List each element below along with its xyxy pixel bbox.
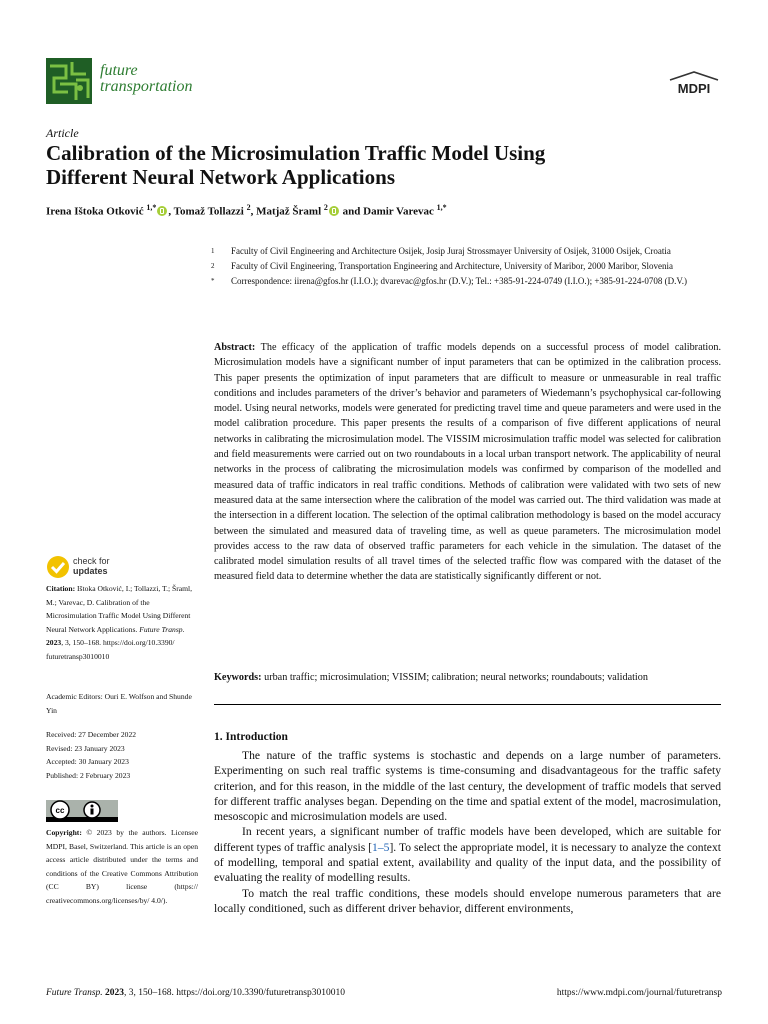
check-icon [46, 555, 70, 579]
affiliation-num: 1 [211, 247, 215, 255]
date-published: Published: 2 February 2023 [46, 770, 131, 780]
article-title [46, 141, 726, 189]
footer-year: 2023 [102, 988, 125, 998]
check-for-updates-badge[interactable] [46, 555, 196, 579]
footer-doi[interactable]: , 3, 150–168. https://doi.org/10.3390/futuretransp3010010 [124, 988, 346, 998]
affiliation-text: Faculty of Civil Engineering and Architecture Osijek, Josip Juraj Strossmayer University of Osijek, 31000 Osijek, Croatia [231, 246, 671, 256]
journal-name-line1: future [100, 62, 138, 79]
paragraph-text: ]. To select the appropriate model, it is necessary to analyze the context of modelling, temporal and spatial extent, availability and quality of the input data, and the possibility of evaluating the reality of modelling results. [214, 840, 721, 885]
orcid-icon[interactable] [157, 206, 167, 216]
affiliation-text: Faculty of Civil Engineering, Transportation Engineering and Architecture, University of Maribor, 2000 Maribor, Slovenia [231, 261, 673, 271]
journal-name-line2: transportation [100, 78, 193, 95]
check-label-line1: check for [73, 556, 110, 566]
publisher-name: MDPI [677, 81, 711, 96]
article-type: Article [46, 126, 79, 140]
copyright-block [46, 826, 198, 907]
citation-year: 2023 [46, 638, 62, 647]
citation-block [46, 582, 198, 663]
paragraph [214, 824, 721, 885]
author-1[interactable]: Irena Ištoka Otković [46, 205, 144, 218]
keywords-text: urban traffic; microsimulation; VISSIM; calibration; neural networks; roundabouts; validation [261, 672, 648, 683]
section-heading: 1. Introduction [214, 731, 288, 743]
reference-link[interactable]: 1–5 [372, 840, 390, 854]
paragraph: The nature of the traffic systems is stochastic and depends on a large number of parameters. Experimenting on such real traffic systems is time-consuming and disadvantageous for the traffic safety criterion, and for this reason, in the middle of the last century, the development of traffic models that served for different traffic analyses began. Depending on the time and spatial extent of the model, macrosimulation, mesoscopic and microsimulation models are used. [214, 749, 721, 824]
section-divider [214, 704, 721, 705]
footer-citation [46, 988, 345, 998]
citation-label: Citation: [46, 584, 76, 593]
publisher-logo [666, 70, 722, 103]
check-label [73, 556, 110, 576]
keywords [214, 670, 721, 685]
title-line1: Calibration of the Microsimulation Traffic Model Using [46, 141, 546, 165]
dates-block [46, 728, 198, 782]
date-revised: Revised: 23 January 2023 [46, 743, 125, 753]
affiliations [211, 245, 731, 290]
cc-by-license-icon[interactable] [46, 800, 118, 822]
paragraph: To match the real traffic conditions, these models should envelope numerous parameters that are locally conditioned, such as different driver behavior, different environments, [214, 886, 721, 915]
svg-text:cc: cc [55, 806, 65, 815]
author-3[interactable]: , Matjaž Šraml [250, 205, 322, 218]
citation-tail[interactable]: , 3, 150–168. https://doi.org/10.3390/ futuretransp3010010 [46, 638, 175, 661]
keywords-label: Keywords: [214, 672, 262, 683]
copyright-text: © 2023 by the authors. Licensee MDPI, Basel, Switzerland. This article is an open access article distributed under the terms and conditions of the Creative Commons Attribution (CC BY) license (https:// creativecommons.org/licenses/by/ 4.0/). [46, 828, 198, 905]
abstract-text: The efficacy of the application of traffic models depends on a successful process of model calibration. Microsimulation models have a significant number of input parameters that can be optimized in the calibration process. This paper presents the optimization of input parameters that are difficult to measure or unmeasurable in real traffic conditions and includes parameters of the driver’s behavior and parameters of Wiedemann’s psychophysical car-following model. Using neural networks, models were generated for predicting travel time and queue parameters and were used in the model calibration procedure. This paper presents the results of a comparison of five different applications of neural networks in calibrating the microsimulation model. The VISSIM microsimulation traffic model was selected for calibration and field measurements were carried out on two roundabouts in a local urban transport network. The applicability of neural networks in the process of calibrating the microsimulation models was confirmed by comparison of the modelled and measured data of traffic indicators in real traffic conditions. Methods of calibration were validated with two sets of new measured data at the same intersection where the calibration of the model was carried out. The third validation was made at the intersection in a different location. The selection of the optimal calibration methodology is based on the model accuracy between the simulated and measured data of traveling time, as well as queue parameters. The microsimulation model provides access to the raw data of observed traffic parameters for each vehicle in the simulation. The dataset of the calibrated model simulation results of all travel times of the selected traffic flow was compared with the dataset of the measured field data to determine whether the data are statistically significantly different or not. [214, 342, 721, 583]
correspondence [211, 275, 731, 287]
author-4-sup: 1,* [436, 203, 447, 212]
abstract [214, 340, 721, 585]
footer-journal: Future Transp. [46, 988, 103, 998]
citation-journal: Future Transp. [139, 624, 185, 634]
citation-text: Ištoka Otković, I.; Tollazzi, T.; Šraml, M.; Varevac, D. Calibration of the Microsimulation Traffic Model Using Different Neural Network Applications. [46, 584, 193, 634]
author-1-sup: 1,* [146, 203, 157, 212]
journal-logo [46, 58, 92, 104]
affiliation-2 [211, 260, 731, 272]
paragraph-text: In recent years, a significant number of traffic models have been developed, which are suitable for different types of traffic analysis [ [214, 825, 721, 854]
title-line2: Different Neural Network Applications [46, 165, 395, 189]
introduction-body [214, 748, 721, 916]
copyright-label: Copyright: [46, 828, 82, 837]
abstract-label: Abstract: [214, 342, 256, 353]
footer-journal-url[interactable]: https://www.mdpi.com/journal/futuretransp [556, 988, 722, 998]
author-list [46, 203, 447, 218]
author-4[interactable]: and Damir Varevac [339, 205, 434, 218]
affiliation-num: * [211, 277, 215, 285]
check-label-line2: updates [73, 566, 108, 576]
affiliation-num: 2 [211, 262, 215, 270]
author-2[interactable]: , Tomaž Tollazzi [168, 205, 244, 218]
affiliation-text: Correspondence: iirena@gfos.hr (I.I.O.); dvarevac@gfos.hr (D.V.); Tel.: +385-91-224-0749 (I.I.O.); +385-91-224-0708 (D.V.) [231, 276, 687, 286]
affiliation-1 [211, 245, 731, 257]
journal-name [100, 63, 192, 95]
author-2-sup: 2 [246, 203, 251, 212]
date-accepted: Accepted: 30 January 2023 [46, 757, 129, 766]
author-3-sup: 2 [323, 203, 328, 212]
date-received: Received: 27 December 2022 [46, 730, 137, 739]
academic-editors: Academic Editors: Ouri E. Wolfson and Shunde Yin [46, 692, 192, 715]
orcid-icon[interactable] [329, 206, 339, 216]
